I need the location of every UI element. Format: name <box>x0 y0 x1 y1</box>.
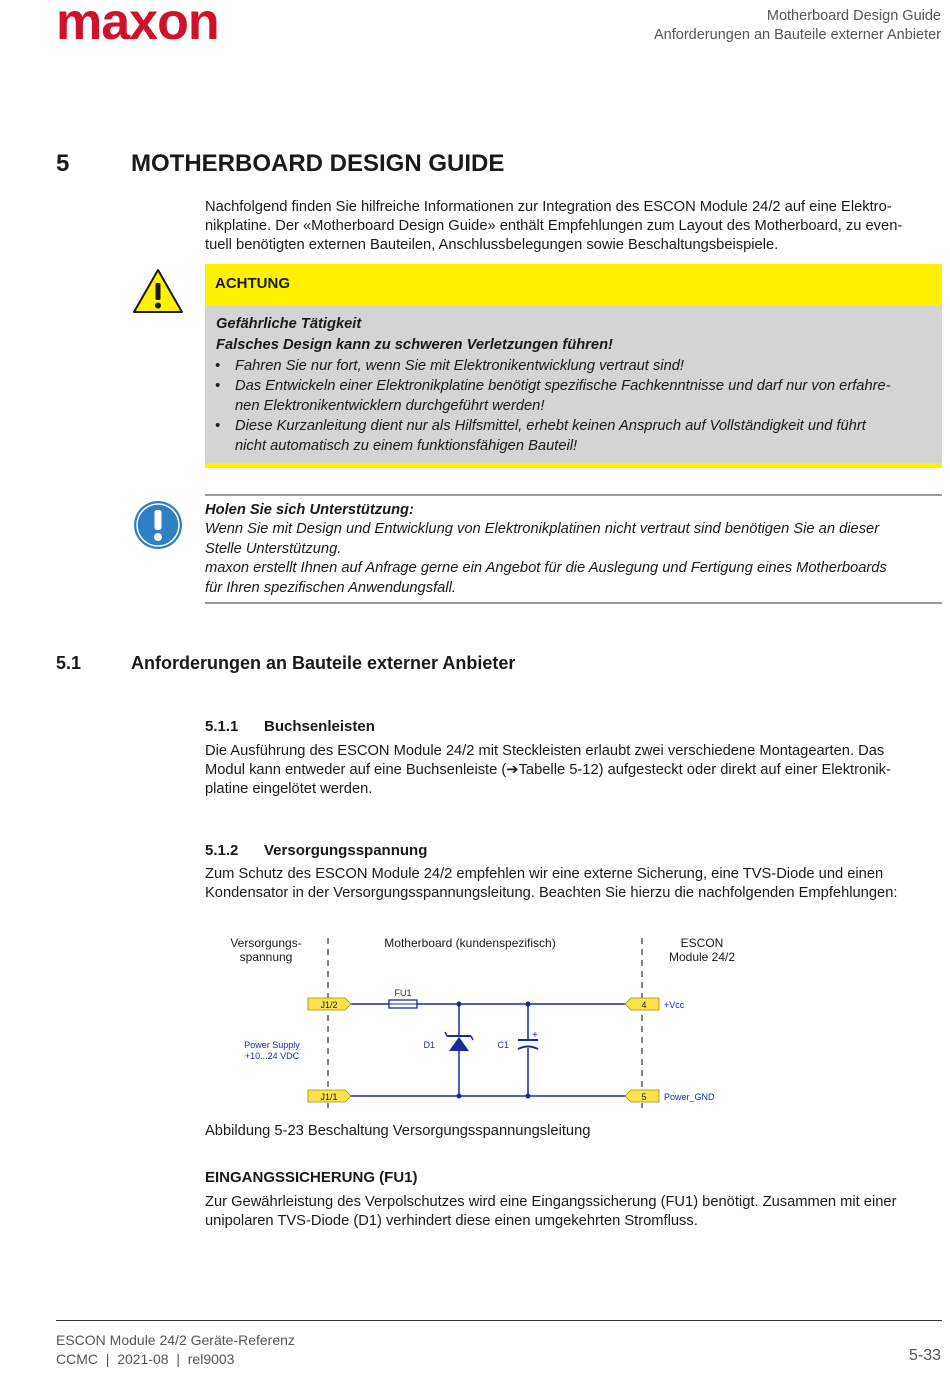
label-power-supply-1: Power Supply <box>244 1040 300 1050</box>
warning-line-2: Falsches Design kann zu schweren Verletzungen führen! <box>216 337 613 353</box>
tvs-diode-symbol <box>449 1037 469 1051</box>
sub2-text: Zum Schutz des ESCON Module 24/2 empfehlen wir eine externe Sicherung, eine TVS-Diode und einen Kondensator in der Versorgungsspannungsleitung. Beachten Sie hierzu die nachfolgenden Empfehlungen: <box>205 866 898 902</box>
info-exclamation-icon <box>133 500 183 550</box>
footer-meta: CCMC | 2021-08 | rel9003 <box>56 1351 235 1367</box>
sub1-number: 5.1.1 <box>205 718 239 735</box>
label-c1: C1 <box>497 1040 509 1050</box>
sub1-title: Buchsenleisten <box>264 718 375 735</box>
label-j12: J1/2 <box>320 1000 338 1010</box>
footer-rule <box>56 1320 942 1321</box>
warning-bullet-1: Fahren Sie nur fort, wenn Sie mit Elektronikentwicklung vertraut sind! <box>235 358 684 374</box>
label-col-left-2: spannung <box>239 950 293 964</box>
warning-bullet-2: Das Entwickeln einer Elektronikplatine benötigt spezifische Fachkenntnisse und darf nur von erfahre- nen Elektronikentwicklern durchgeführt werden! <box>235 378 891 414</box>
label-j11: J1/1 <box>320 1092 338 1102</box>
label-pin5: 5 <box>641 1092 647 1102</box>
chapter-intro: Nachfolgend finden Sie hilfreiche Informationen zur Integration des ESCON Module 24/2 auf eine Elektro- nikplatine. Der «Motherboard Design Guide» enthält Empfehlungen zum Layout des Motherboard, zu even- tuell benötigten externen Bauteilen, Anschlussbelegungen sowie Beschaltungsbeispiele. <box>205 199 903 254</box>
warning-bullet-mark: • <box>215 358 221 374</box>
sub2-number: 5.1.2 <box>205 842 239 859</box>
circuit-wires <box>350 1004 631 1096</box>
sub2-title: Versorgungsspannung <box>264 842 428 859</box>
warning-bullet-mark: • <box>215 418 221 434</box>
node-dot <box>457 1002 462 1007</box>
header-section-title: Anforderungen an Bauteile externer Anbieter <box>654 27 941 43</box>
node-dot <box>457 1094 462 1099</box>
warning-bullet-3: Diese Kurzanleitung dient nur als Hilfsmittel, erhebt keinen Anspruch auf Vollständigkeit und führt nicht automatisch zu einem funktionsfähigen Bauteil! <box>235 418 866 454</box>
node-dot <box>526 1002 531 1007</box>
label-fu1: FU1 <box>394 988 412 998</box>
label-power-supply-2: +10...24 VDC <box>244 1051 300 1061</box>
label-col-mid: Motherboard (kundenspezifisch) <box>384 936 556 950</box>
warning-bullet-mark: • <box>215 378 221 394</box>
info-bottom-rule <box>205 602 942 604</box>
footer-doc-name: ESCON Module 24/2 Geräte-Referenz <box>56 1332 295 1348</box>
info-title: Holen Sie sich Unterstützung: <box>205 502 414 518</box>
warning-triangle-icon <box>131 266 185 316</box>
warning-label: ACHTUNG <box>215 275 290 292</box>
chapter-title: MOTHERBOARD DESIGN GUIDE <box>131 150 505 177</box>
label-d1: D1 <box>423 1040 435 1050</box>
info-top-rule <box>205 494 942 496</box>
sub1-text: Die Ausführung des ESCON Module 24/2 mit Steckleisten erlaubt zwei verschiedene Montagearten. Das Modul kann entweder auf eine Buchsenleiste (➔Tabelle 5-12) aufgesteckt oder direkt auf einer Elektronik- platine eingelötet werden. <box>205 743 891 798</box>
label-cap-plus: + <box>532 1030 538 1041</box>
page-number: 5-33 <box>908 1347 941 1364</box>
label-gnd: Power_GND <box>664 1092 715 1102</box>
section-number: 5.1 <box>56 653 82 673</box>
label-vcc: +Vcc <box>664 1000 685 1010</box>
chapter-number: 5 <box>56 150 70 177</box>
fuse-section-title: EINGANGSSICHERUNG (FU1) <box>205 1169 418 1186</box>
info-text: Wenn Sie mit Design und Entwicklung von Elektronikplatinen nicht vertraut sind benötigen Sie an dieser Stelle Unterstützung. maxon erstellt Ihnen auf Anfrage gerne ein Angebot für die Auslegung und Fertigung eines Motherboards für Ihren spezifischen Anwendungsfall. <box>205 521 887 596</box>
label-col-left-1: Versorgungs- <box>230 936 302 950</box>
warning-bottom-bar <box>205 463 942 468</box>
label-pin4: 4 <box>641 1000 647 1010</box>
node-dot <box>526 1094 531 1099</box>
header-doc-title: Motherboard Design Guide <box>766 8 941 24</box>
fuse-section-text: Zur Gewährleistung des Verpolschutzes wird eine Eingangssicherung (FU1) benötigt. Zusammen mit einer unipolaren TVS-Diode (D1) verhindert diese einen umgekehrten Stromfluss. <box>205 1194 897 1230</box>
label-col-right-2: Module 24/2 <box>668 950 736 964</box>
figure-caption: Abbildung 5-23 Beschaltung Versorgungsspannungsleitung <box>205 1123 591 1139</box>
warning-line-1: Gefährliche Tätigkeit <box>216 316 362 332</box>
section-title: Anforderungen an Bauteile externer Anbieter <box>131 653 516 673</box>
maxon-logo: maxon <box>56 0 219 51</box>
warning-header-bar <box>205 264 942 306</box>
label-col-right-1: ESCON <box>680 936 724 950</box>
supply-circuit-diagram <box>205 930 765 1110</box>
